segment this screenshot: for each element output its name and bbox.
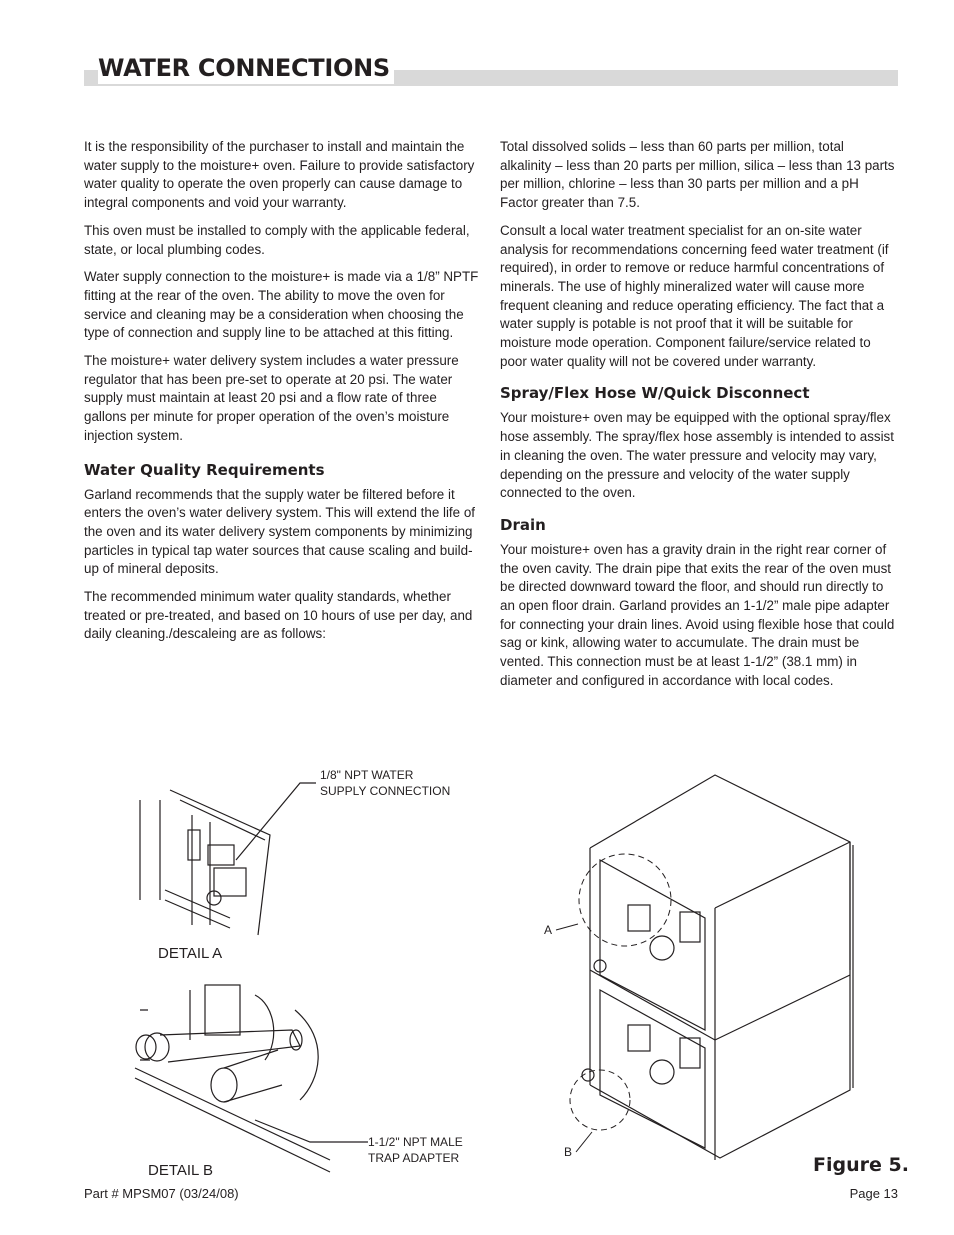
supply-connection-callout: 1/8" NPT WATER SUPPLY CONNECTION <box>320 768 451 798</box>
part-number: Part # MPSM07 (03/24/08) <box>84 1186 239 1201</box>
detail-a-marker <box>579 854 671 946</box>
oven-stack-drawing <box>582 775 853 1160</box>
page-number: Page 13 <box>849 1186 898 1201</box>
label-b: B <box>564 1145 573 1159</box>
paragraph: The recommended minimum water quality standards, whether treated or pre-treated, and based on 10 hours of use per day, and daily cleaning./descaleing are as follows: <box>84 589 473 642</box>
page-title: WATER CONNECTIONS <box>98 52 394 84</box>
paragraph: This oven must be installed to comply with the applicable federal, state, or local plumbing codes. <box>84 222 470 257</box>
paragraph: The moisture+ water delivery system includes a water pressure regulator that has been pre-set to operate at 20 psi. The water supply must maintain at least 20 psi and a flow rate of three gallons per minute for proper operation of the oven’s moisture injection system. <box>84 353 459 443</box>
label-a: A <box>544 923 553 937</box>
detail-a-title: DETAIL A <box>158 945 223 962</box>
detail-b-drawing <box>135 985 368 1172</box>
paragraph: Garland recommends that the supply water be filtered before it enters the oven’s water delivery system. This will extend the life of the oven and its water delivery system components by minimizing particles in typical tap water sources that cause scaling and build-up of mineral deposits. <box>84 486 475 577</box>
spray-hose-heading: Spray/Flex Hose W/Quick Disconnect <box>500 384 810 403</box>
detail-b-title: DETAIL B <box>148 1162 214 1179</box>
water-quality-heading: Water Quality Requirements <box>84 460 325 479</box>
figure-caption: Figure 5. <box>813 1154 909 1176</box>
paragraph: Your moisture+ oven has a gravity drain in the right rear corner of the oven cavity. The drain pipe that exits the rear of the oven must be directed downward toward the floor, and should run directly to an open floor drain. Garland provides an 1-1/2” male pipe adapter for connecting your drain lines. Avoid using flexible hose that could sag or kink, allowing water to accumulate. The drain must be vented. This connection must be at least 1-1/2” (38.1 mm) in diameter and configured in accordance with local codes. <box>500 541 895 688</box>
drain-heading: Drain <box>500 515 546 534</box>
trap-adapter-callout: 1-1/2" NPT MALE TRAP ADAPTER <box>368 1135 463 1165</box>
paragraph: Water supply connection to the moisture+ is made via a 1/8” NPTF fitting at the rear of the oven. The ability to move the oven for service and cleaning may be a consideration when choosing the type of connection and supply line to be attached at this fitting. <box>84 269 479 341</box>
detail-a-drawing <box>140 783 316 935</box>
paragraph: Total dissolved solids – less than 60 parts per million, total alkalinity – less than 20 parts per million, silica – less than 13 parts per million, chlorine – less than 30 parts per million and a pH Factor greater than 7.5. <box>500 139 895 211</box>
paragraph: It is the responsibility of the purchaser to install and maintain the water supply to the moisture+ oven. Failure to provide satisfactory water quality to operate the oven properly can cause damage to integral components and void your warranty. <box>84 139 475 211</box>
paragraph: Consult a local water treatment specialist for an on-site water analysis for recommendations concerning feed water treatment (if required), in order to remove or reduce harmful concentrations of minerals. The use of highly mineralized water will cause more frequent cleaning and reduce operating efficiency. The fact that a water supply is potable is not proof that it will be suitable for moisture mode operation. Component failure/service related to poor water quality will not be covered under warranty. <box>500 222 889 369</box>
paragraph: Your moisture+ oven may be equipped with the optional spray/flex hose assembly. The spray/flex hose assembly is intended to assist in cleaning the oven. The water pressure and velocity may vary, depending on the pressure and velocity of the water supply connected to the oven. <box>500 410 894 501</box>
